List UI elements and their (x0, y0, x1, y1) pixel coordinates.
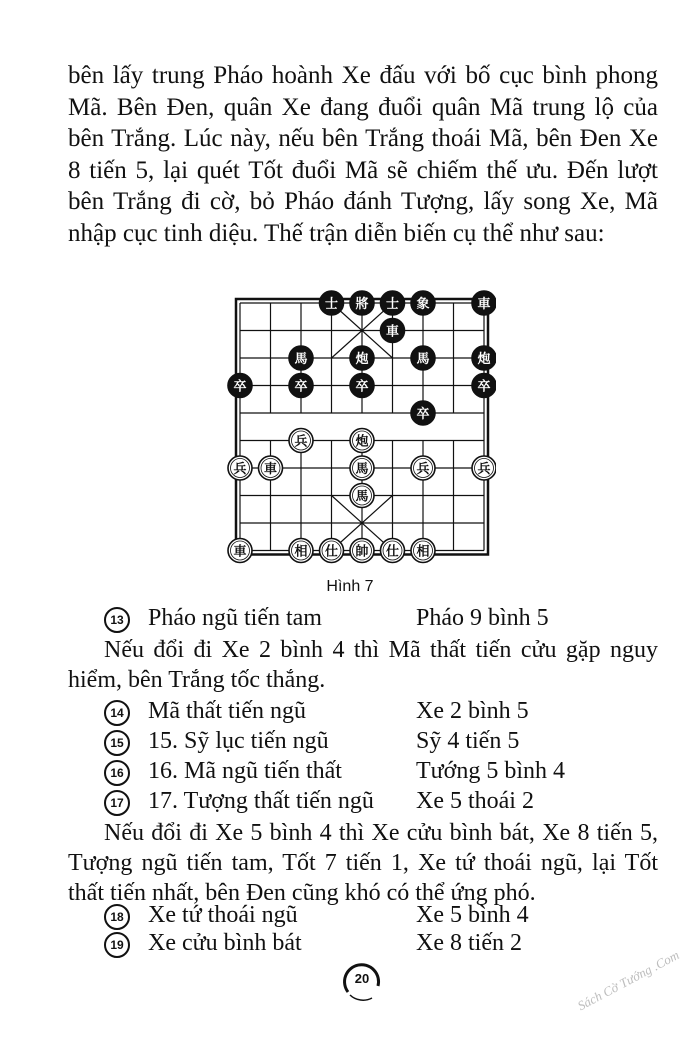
piece-glyph: 將 (355, 297, 369, 312)
move-row-19 (0, 930, 700, 960)
move-row-17 (0, 788, 700, 818)
piece-glyph: 馬 (355, 489, 369, 505)
piece-glyph: 仕 (324, 544, 339, 560)
board-diagram (226, 290, 496, 565)
piece-glyph: 車 (233, 544, 247, 560)
white-move: Xe cửu bình bát (148, 930, 302, 956)
move-number: 13 (104, 607, 130, 633)
intro-paragraph: bên lấy trung Pháo hoành Xe đấu với bố cục bình phong Mã. Bên Đen, quân Xe đang đuổi quân Mã trung lộ của bên Trắng. Lúc này, nếu bên Trắng thoái Mã, bên Đen Xe 8 tiến 5, lại quét Tốt đuổi Mã sẽ chiếm thế ưu. Đến lượt bên Trắng đi cờ, bỏ Pháo đánh Tượng, lấy song Xe, Mã nhập cục tinh diệu. Thế trận diễn biến cụ thể như sau: (68, 62, 658, 247)
page-number (338, 962, 386, 1002)
move-number: 16 (104, 760, 130, 786)
piece-glyph: 馬 (355, 462, 369, 477)
piece-glyph: 卒 (355, 379, 369, 395)
move-row-14 (0, 698, 700, 728)
note-paragraph-2: Nếu đổi đi Xe 5 bình 4 thì Xe cửu bình bát, Xe 8 tiến 5, Tượng ngũ tiến tam, Tốt 7 tiến 1, Xe tứ thoái ngũ, lại Tốt thất tiến nhất, bên Đen cũng khó có thể ứng phó. (68, 820, 658, 906)
black-piece (411, 346, 435, 370)
black-piece (472, 374, 496, 398)
move-row-15 (0, 728, 700, 758)
site-watermark: Sách Cờ Tướng .Com (575, 947, 682, 1014)
black-move: Xe 2 bình 5 (416, 698, 529, 724)
black-piece (381, 319, 405, 343)
white-move: 17. Tượng thất tiến ngũ (148, 788, 374, 814)
white-piece (350, 456, 374, 480)
piece-glyph: 兵 (477, 462, 491, 477)
black-piece (350, 346, 374, 370)
black-piece (320, 291, 344, 315)
piece-glyph: 馬 (294, 352, 308, 367)
black-piece (350, 374, 374, 398)
move-number: 18 (104, 904, 130, 930)
black-move: Tướng 5 bình 4 (416, 758, 566, 784)
piece-glyph: 兵 (416, 462, 430, 477)
black-move: Pháo 9 bình 5 (416, 605, 549, 631)
piece-glyph: 士 (385, 297, 400, 312)
move-row-18 (0, 902, 700, 932)
black-piece (350, 291, 374, 315)
white-move: Xe tứ thoái ngũ (148, 902, 298, 928)
black-piece (472, 346, 496, 370)
piece-glyph: 馬 (416, 352, 430, 367)
move-number: 17 (104, 790, 130, 816)
white-move: Mã thất tiến ngũ (148, 698, 306, 724)
move-number: 19 (104, 932, 130, 958)
white-move: 16. Mã ngũ tiến thất (148, 758, 342, 784)
xiangqi-board (226, 290, 496, 565)
piece-glyph: 卒 (294, 379, 308, 395)
black-piece (228, 374, 252, 398)
move-row-16 (0, 758, 700, 788)
piece-glyph: 帥 (355, 544, 369, 560)
white-piece (228, 539, 252, 563)
black-move: Xe 5 bình 4 (416, 902, 529, 928)
white-piece (289, 539, 313, 563)
piece-glyph: 車 (385, 324, 400, 340)
piece-glyph: 炮 (355, 434, 369, 450)
piece-glyph: 炮 (477, 352, 491, 367)
note-paragraph-1: Nếu đổi đi Xe 2 bình 4 thì Mã thất tiến cửu gặp nguy hiểm, bên Trắng tốc thắng. (68, 637, 658, 693)
white-piece (381, 539, 405, 563)
white-piece (411, 456, 435, 480)
white-piece (259, 456, 283, 480)
white-piece (228, 456, 252, 480)
black-piece (381, 291, 405, 315)
black-move: Sỹ 4 tiến 5 (416, 728, 520, 754)
move-number: 14 (104, 700, 130, 726)
black-move: Xe 5 thoái 2 (416, 788, 534, 814)
move-number: 15 (104, 730, 130, 756)
piece-glyph: 卒 (233, 379, 247, 395)
white-piece (350, 484, 374, 508)
white-piece (350, 539, 374, 563)
page-number-text: 20 (354, 971, 370, 986)
black-piece (411, 291, 435, 315)
black-piece (289, 346, 313, 370)
black-piece (289, 374, 313, 398)
black-piece (411, 401, 435, 425)
piece-glyph: 象 (416, 297, 430, 312)
piece-glyph: 兵 (233, 462, 247, 477)
piece-glyph: 仕 (385, 544, 400, 560)
piece-glyph: 士 (324, 297, 339, 312)
white-move: Pháo ngũ tiến tam (148, 605, 322, 631)
piece-glyph: 卒 (477, 379, 491, 395)
white-piece (320, 539, 344, 563)
piece-glyph: 相 (294, 544, 308, 560)
black-piece (472, 291, 496, 315)
piece-glyph: 車 (477, 297, 491, 312)
piece-glyph: 車 (263, 462, 278, 477)
white-piece (289, 429, 313, 453)
white-move: 15. Sỹ lục tiến ngũ (148, 728, 329, 754)
figure-caption: Hình 7 (326, 578, 374, 595)
white-piece (350, 429, 374, 453)
piece-glyph: 相 (416, 544, 430, 560)
black-move: Xe 8 tiến 2 (416, 930, 522, 956)
piece-glyph: 兵 (294, 434, 308, 450)
piece-glyph: 炮 (355, 352, 369, 367)
move-row-13 (0, 605, 700, 635)
white-piece (411, 539, 435, 563)
white-piece (472, 456, 496, 480)
piece-glyph: 卒 (416, 407, 430, 422)
